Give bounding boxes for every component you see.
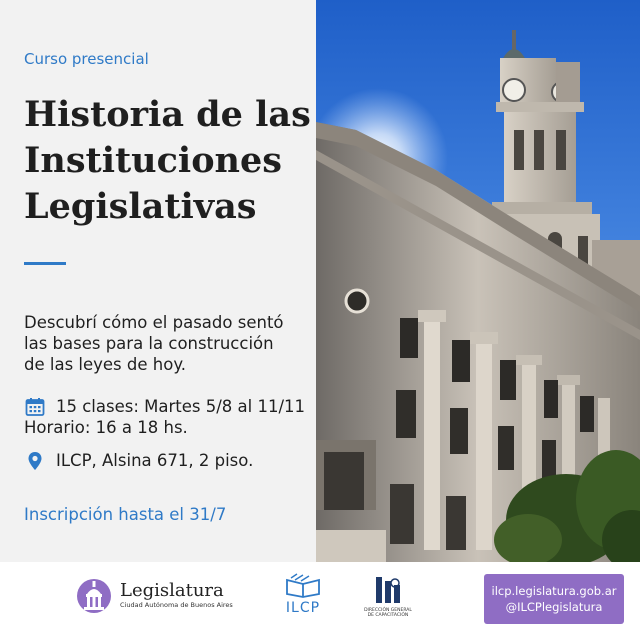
ilcp-label: ILCP xyxy=(285,600,321,616)
website-link[interactable]: ilcp.legislatura.gob.ar xyxy=(491,584,617,598)
book-icon xyxy=(276,572,330,598)
description-line: de las leyes de hoy. xyxy=(24,355,186,374)
description-line: las bases para la construcción xyxy=(24,334,274,353)
description-line: Descubrí cómo el pasado sentó xyxy=(24,313,284,332)
course-title-line: Historia de las xyxy=(24,94,311,135)
course-description xyxy=(24,312,314,375)
ilcp-logo xyxy=(276,572,330,616)
legislatura-logo xyxy=(76,576,233,614)
footer-bar xyxy=(0,562,640,638)
dgc-logo xyxy=(362,574,414,618)
text-panel xyxy=(0,0,316,562)
course-title-line: Legislativas xyxy=(24,186,257,227)
schedule-dates: 15 clases: Martes 5/8 al 11/11 xyxy=(56,397,306,416)
legislatura-subtitle: Ciudad Autónoma de Buenos Aires xyxy=(120,601,233,609)
registration-deadline: Inscripción hasta el 31/7 xyxy=(24,505,227,524)
accent-divider xyxy=(24,262,66,265)
location-text: ILCP, Alsina 671, 2 piso. xyxy=(56,451,254,470)
legislatura-emblem-icon xyxy=(76,576,112,614)
course-title-line: Instituciones xyxy=(24,140,282,181)
calendar-icon xyxy=(24,397,46,417)
schedule-hours: Horario: 16 a 18 hs. xyxy=(24,418,188,437)
course-type-label: Curso presencial xyxy=(24,50,149,68)
building-photo xyxy=(316,0,640,562)
schedule-row xyxy=(24,396,314,417)
social-handle[interactable]: @ILCPlegislatura xyxy=(505,600,603,614)
contact-box xyxy=(484,574,624,624)
course-title xyxy=(24,92,310,230)
dgc-emblem-icon xyxy=(362,574,414,606)
legislatura-name: Legislatura xyxy=(120,580,224,601)
schedule-hours-row xyxy=(24,417,314,438)
legislatura-wordmark xyxy=(120,581,233,609)
location-info xyxy=(24,450,314,471)
schedule-info xyxy=(24,396,314,438)
location-row xyxy=(24,450,314,471)
location-pin-icon xyxy=(24,451,46,471)
dgc-label: DIRECCIÓN GENERAL DE CAPACITACIÓN xyxy=(364,608,412,618)
